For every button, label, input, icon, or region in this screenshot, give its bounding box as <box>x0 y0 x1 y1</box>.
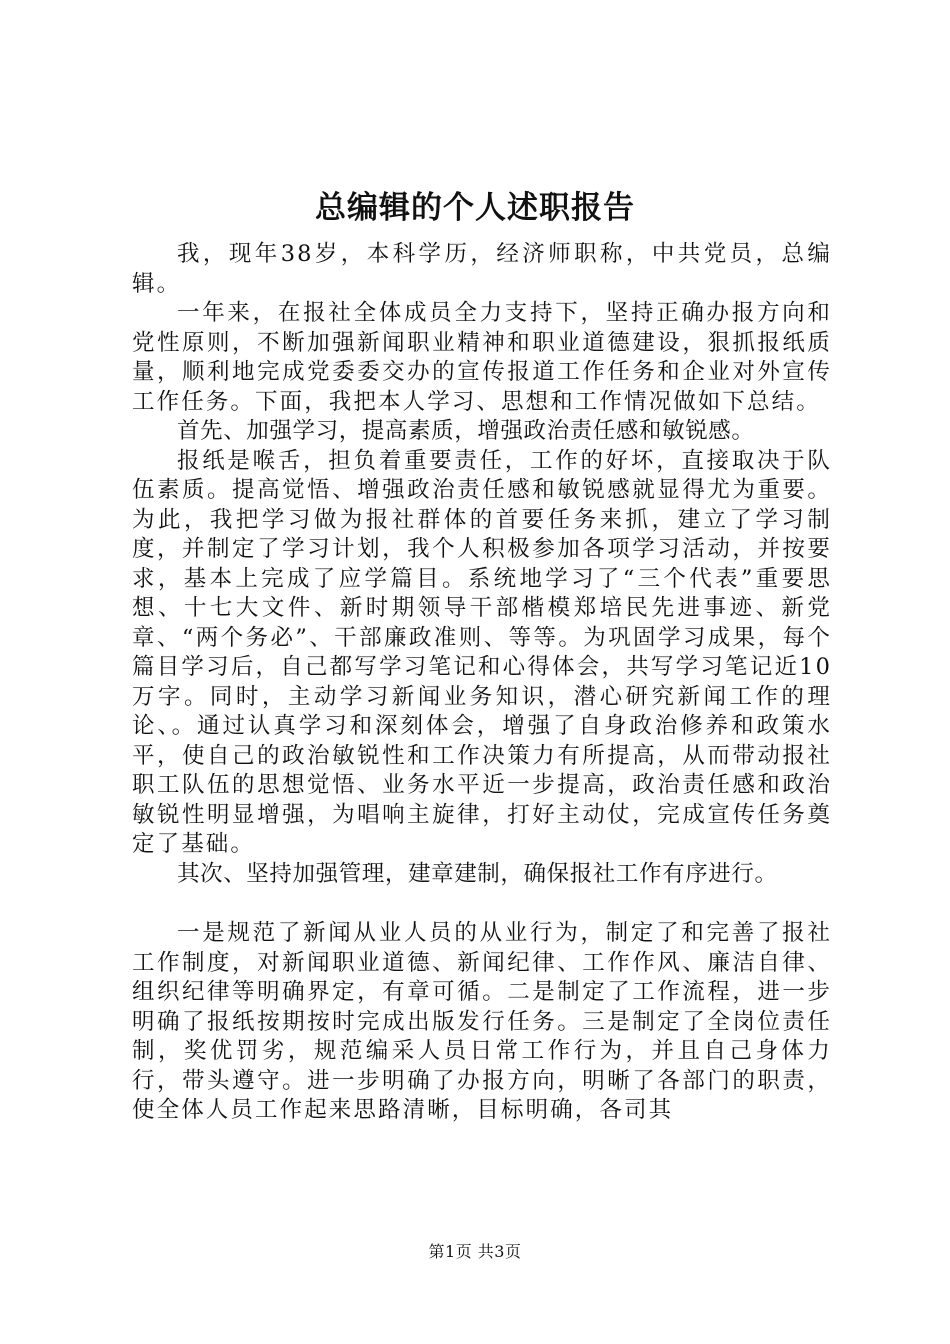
document-body <box>132 240 832 1126</box>
paragraph-overview: 一年来，在报社全体成员全力支持下，坚持正确办报方向和党性原则，不断加强新闻职业精神和职业道德建设，狠抓报纸质量，顺利地完成党委委交办的宣传报道工作任务和企业对外宣传工作任务。下面，我把本人学习、思想和工作情况做如下总结。 <box>132 300 832 415</box>
section-heading-management: 其次、坚持加强管理，建章建制，确保报社工作有序进行。 <box>177 860 778 887</box>
page-footer: 第1页 共3页 <box>428 1242 522 1261</box>
document-title: 总编辑的个人述职报告 <box>315 190 635 226</box>
paragraph-personal-info: 我，现年38岁，本科学历，经济师职称，中共党员，总编辑。 <box>132 241 832 297</box>
paragraph-study: 报纸是喉舌，担负着重要责任，工作的好坏，直接取决于队伍素质。提高觉悟、增强政治责任感和敏锐感就显得尤为重要。为此，我把学习做为报社群体的首要任务来抓，建立了学习制度，并制定了学习计划，我个人积极参加各项学习活动，并按要求，基本上完成了应学篇目。系统地学习了“三个代表”重要思想、十七大文件、新时期领导干部楷模郑培民先进事迹、新党章、“两个务必”、干部廉政准则、等等。为巩固学习成果，每个篇目学习后，自己都写学习笔记和心得体会，共写学习笔记近10万字。同时，主动学习新闻业务知识，潜心研究新闻工作的理论、。通过认真学习和深刻体会，增强了自身政治修养和政策水平，使自己的政治敏锐性和工作决策力有所提高，从而带动报社职工队伍的思想觉悟、业务水平近一步提高，政治责任感和政治敏锐性明显增强，为唱响主旋律，打好主动仗，完成宣传任务奠定了基础。 <box>132 447 832 857</box>
section-heading-study: 首先、加强学习，提高素质，增强政治责任感和敏锐感。 <box>177 418 755 444</box>
paragraph-management: 一是规范了新闻从业人员的从业行为，制定了和完善了报社工作制度，对新闻职业道德、新闻纪律、工作作风、廉洁自律、组织纪律等明确界定，有章可循。二是制定了工作流程，进一步明确了报纸按期按时完成出版发行任务。三是制定了全岗位责任制，奖优罚劣，规范编采人员日常工作行为，并且自己身体力行，带头遵守。进一步明确了办报方向，明晰了各部门的职责，使全体人员工作起来思路清晰，目标明确，各司其 <box>132 920 832 1123</box>
